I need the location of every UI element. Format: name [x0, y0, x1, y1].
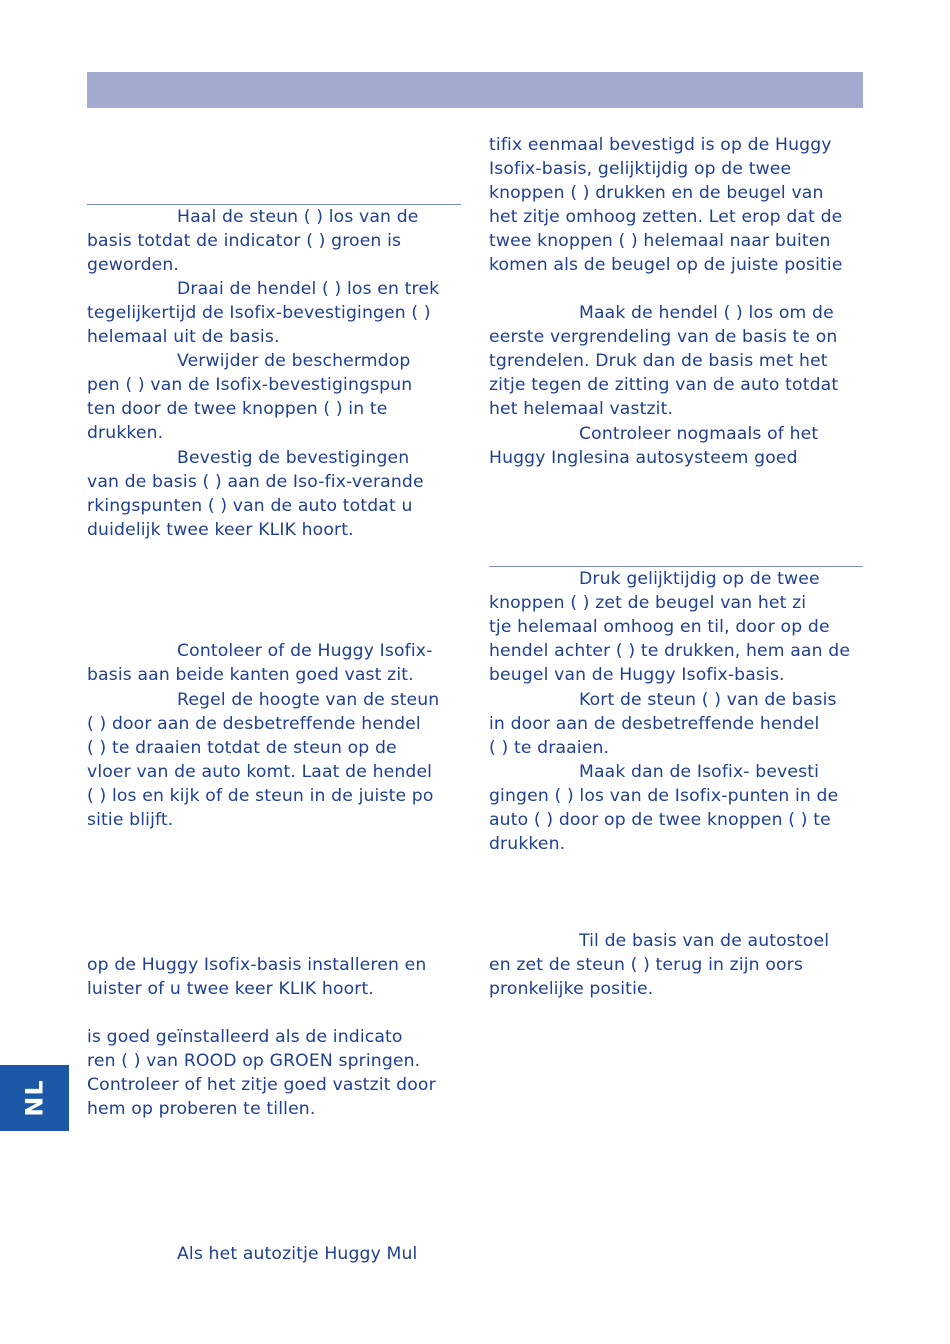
- language-tab-label: NL: [20, 1079, 49, 1117]
- paragraph-check-base: Contoleer of de Huggy Isofix- basis aan beide kanten goed vast zit.: [87, 641, 433, 686]
- paragraph-remove-caps: Verwijder de beschermdop pen ( ) van de Isofix-bevestigingspun ten door de twee knoppen ( ) in te drukken.: [87, 351, 413, 444]
- paragraph-adjust-support: Regel de hoogte van de steun ( ) door aan de desbetreffende hendel ( ) te draaien totdat de steun op de vloer van de auto komt. Laat de hendel ( ) los en kijk of de steun in de juiste po sitie blijft.: [87, 690, 440, 831]
- paragraph-attach-base: Bevestig de bevestigingen van de basis ( ) aan de Iso-fix-verande rkingspunten ( ) van de auto totdat u duidelijk twee keer KLIK hoort.: [87, 448, 424, 541]
- paragraph-turn-lever: Draai de hendel ( ) los en trek tegelijkertijd de Isofix-bevestigingen ( ) helemaal uit de basis.: [87, 279, 440, 348]
- paragraph-if-seat: Als het autozitje Huggy Mul: [177, 1244, 418, 1264]
- paragraph-indicators: is goed geïnstalleerd als de indicato ren ( ) van ROOD op GROEN springen. Controleer of het zitje goed vastzit door hem op proberen te tillen.: [87, 1027, 436, 1120]
- language-tab: [0, 1065, 69, 1131]
- paragraph-lift-base: Til de basis van de autostoel en zet de steun ( ) terug in zijn oors pronkelijke positie.: [489, 931, 830, 1000]
- paragraph-shorten-support: Kort de steun ( ) van de basis in door aan de desbetreffende hendel ( ) te draaien.: [489, 690, 837, 759]
- paragraph-release-isofix: Maak dan de Isofix- bevesti gingen ( ) los van de Isofix-punten in de auto ( ) door op de twee knoppen ( ) te drukken.: [489, 762, 839, 855]
- paragraph-recheck: Controleer nogmaals of het Huggy Inglesina autosysteem goed: [489, 424, 819, 469]
- paragraph-remove-support: Haal de steun ( ) los van de basis totdat de indicator ( ) groen is geworden.: [87, 207, 419, 276]
- paragraph-press-buttons: Druk gelijktijdig op de twee knoppen ( ) zet de beugel van het zi tje helemaal omhoog en til, door op de hendel achter ( ) te drukken, hem aan de beugel van de Huggy Isofix-basis.: [489, 569, 851, 686]
- paragraph-release-lever: Maak de hendel ( ) los om de eerste vergrendeling van de basis te on tgrendelen. Druk dan de basis met het zitje tegen de zitting van de auto totdat het helemaal vastzit.: [489, 303, 839, 420]
- paragraph-install-seat: op de Huggy Isofix-basis installeren en luister of u twee keer KLIK hoort.: [87, 955, 427, 1000]
- paragraph-attach-bracket: tifix eenmaal bevestigd is op de Huggy Isofix-basis, gelijktijdig op de twee knoppen ( ) drukken en de beugel van het zitje omhoog zetten. Let erop dat de twee knoppen ( ) helemaal naar buiten komen als de beugel op de juiste positie: [489, 135, 843, 276]
- section-header-bar: [87, 72, 863, 108]
